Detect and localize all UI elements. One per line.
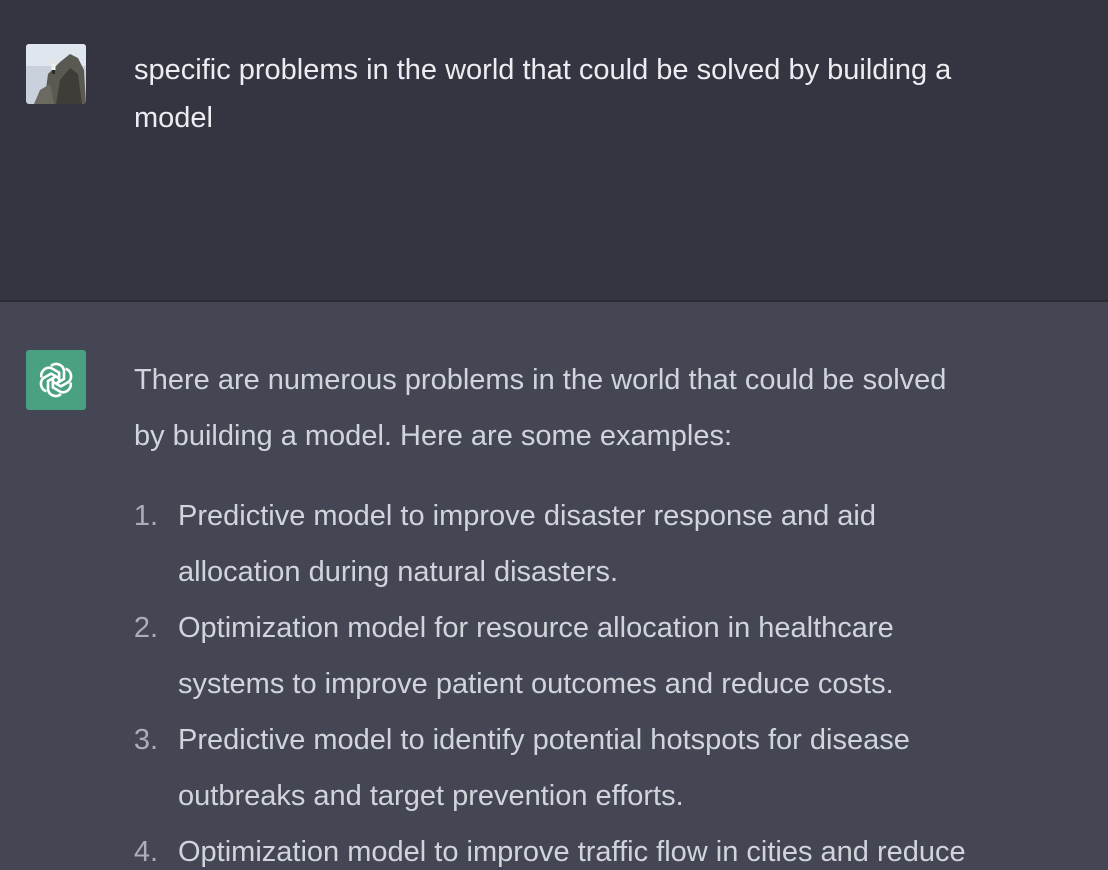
list-item-number: 1. bbox=[133, 500, 158, 532]
list-item bbox=[134, 600, 1084, 712]
list-item-number: 3. bbox=[133, 724, 158, 756]
list-item-text: Optimization model to improve traffic flow in cities and reduce bbox=[178, 836, 966, 868]
list-item bbox=[134, 824, 1084, 870]
user-message-block bbox=[0, 0, 1108, 302]
assistant-message-content bbox=[134, 352, 1084, 870]
user-avatar bbox=[26, 44, 86, 104]
assistant-intro-text: There are numerous problems in the world that could be solved by building a model. Here are some examples: bbox=[134, 364, 947, 452]
user-photo-avatar-icon bbox=[26, 44, 86, 104]
examples-list bbox=[134, 488, 1084, 870]
assistant-avatar bbox=[26, 350, 86, 410]
list-item-number: 4. bbox=[133, 836, 158, 868]
list-item-text: Optimization model for resource allocation in healthcare systems to improve patient outcomes and reduce costs. bbox=[178, 612, 894, 700]
list-item bbox=[134, 712, 1084, 824]
list-item-text: Predictive model to identify potential hotspots for disease outbreaks and target prevention efforts. bbox=[178, 724, 910, 812]
list-item bbox=[134, 488, 1084, 600]
list-item-number: 2. bbox=[133, 612, 158, 644]
user-message-text: specific problems in the world that could be solved by building a model bbox=[134, 54, 952, 134]
openai-logo-icon bbox=[35, 359, 77, 401]
assistant-message-block bbox=[0, 302, 1108, 870]
list-item-text: Predictive model to improve disaster response and aid allocation during natural disasters. bbox=[178, 500, 876, 588]
